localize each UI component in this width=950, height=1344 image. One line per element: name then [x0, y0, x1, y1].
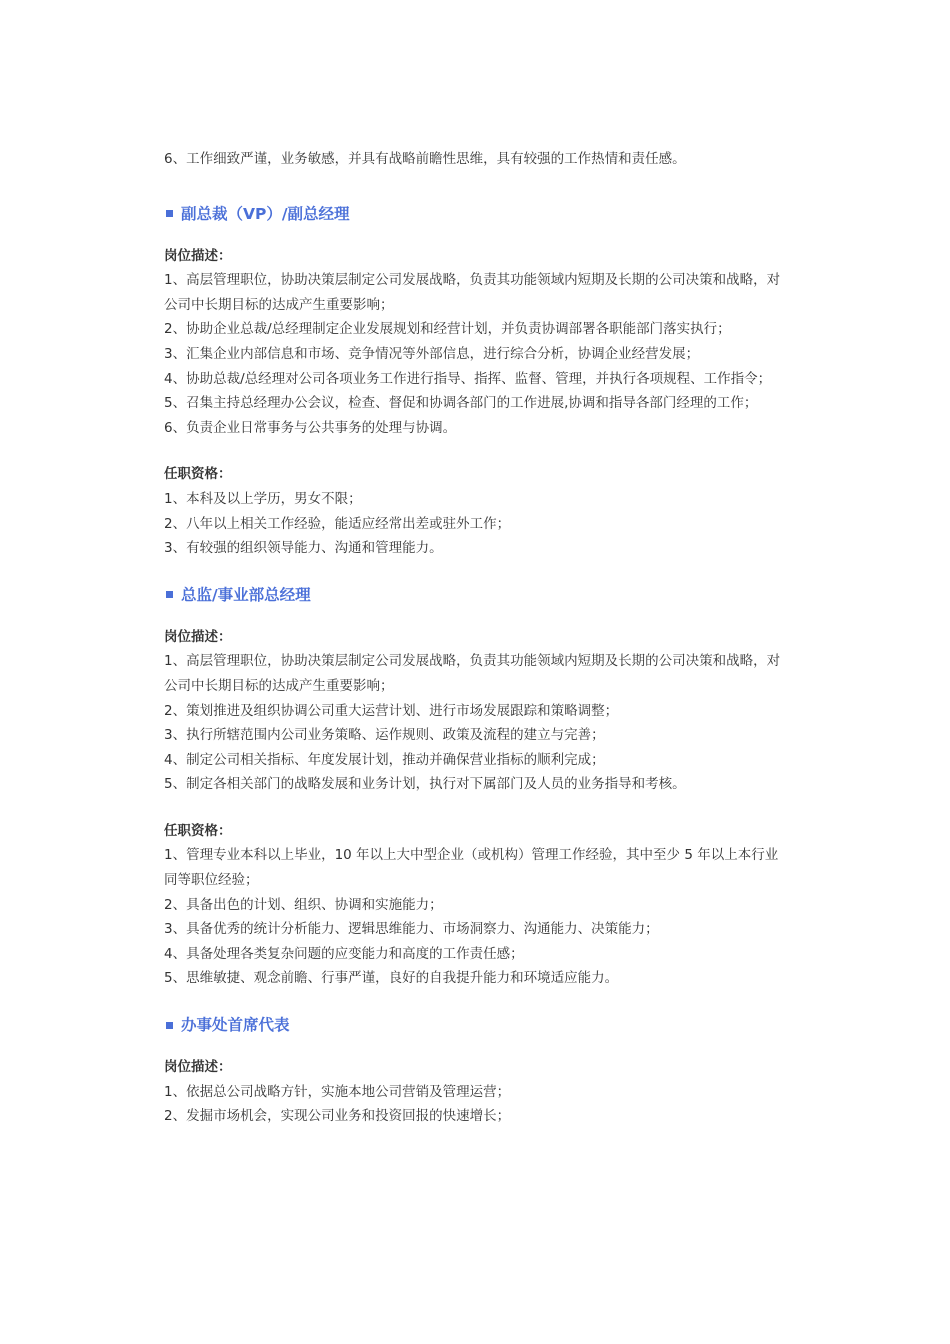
desc-item: 2、策划推进及组织协调公司重大运营计划、进行市场发展跟踪和策略调整； — [164, 702, 619, 719]
req-item: 1、管理专业本科以上毕业，10 年以上大中型企业（或机构）管理工作经验，其中至少 5 年以上本行业同等职位经验； — [164, 847, 779, 889]
section-title: 总监/事业部总经理 — [181, 585, 311, 604]
section-title: 办事处首席代表 — [181, 1016, 290, 1035]
req-item: 2、八年以上相关工作经验，能适应经常出差或驻外工作； — [164, 515, 511, 532]
desc-label: 岗位描述： — [164, 247, 232, 264]
desc-item: 3、执行所辖范围内公司业务策略、运作规则、政策及流程的建立与完善； — [164, 727, 605, 744]
document-content — [164, 147, 790, 1129]
desc-label: 岗位描述： — [164, 628, 232, 645]
req-label: 任职资格： — [164, 822, 232, 839]
section-director — [164, 583, 790, 991]
section-heading — [164, 202, 790, 226]
req-item: 4、具备处理各类复杂问题的应变能力和高度的工作责任感； — [164, 945, 524, 962]
desc-item: 1、高层管理职位，协助决策层制定公司发展战略，负责其功能领域内短期及长期的公司决策和战略，对公司中长期目标的达成产生重要影响； — [164, 653, 781, 694]
desc-label: 岗位描述： — [164, 1059, 232, 1076]
req-item: 2、具备出色的计划、组织、协调和实施能力； — [164, 896, 443, 913]
desc-item: 4、协助总裁/总经理对公司各项业务工作进行指导、指挥、监督、管理，并执行各项规程、工作指令； — [164, 370, 772, 387]
section-title: 副总裁（VP）/副总经理 — [181, 204, 350, 223]
section-vp — [164, 202, 790, 561]
desc-item: 4、制定公司相关指标、年度发展计划，推动并确保营业指标的顺利完成； — [164, 751, 605, 768]
req-item: 3、具备优秀的统计分析能力、逻辑思维能力、市场洞察力、沟通能力、决策能力； — [164, 921, 659, 938]
square-bullet-icon — [166, 210, 173, 217]
square-bullet-icon — [166, 591, 173, 598]
desc-item: 5、制定各相关部门的战略发展和业务计划，执行对下属部门及人员的业务指导和考核。 — [164, 776, 686, 793]
desc-item: 1、高层管理职位，协助决策层制定公司发展战略，负责其功能领域内短期及长期的公司决策和战略，对公司中长期目标的达成产生重要影响； — [164, 272, 781, 313]
desc-item: 2、协助企业总裁/总经理制定企业发展规划和经营计划，并负责协调部署各职能部门落实执行； — [164, 321, 731, 338]
desc-item: 2、发掘市场机会，实现公司业务和投资回报的快速增长； — [164, 1108, 511, 1125]
intro-line: 6、工作细致严谨，业务敏感，并具有战略前瞻性思维，具有较强的工作热情和责任感。 — [164, 151, 686, 167]
req-item: 5、思维敏捷、观念前瞻、行事严谨，良好的自我提升能力和环境适应能力。 — [164, 970, 619, 987]
section-heading — [164, 583, 790, 607]
req-item: 1、本科及以上学历，男女不限； — [164, 490, 362, 507]
req-label: 任职资格： — [164, 466, 232, 483]
desc-item: 5、召集主持总经理办公会议，检查、督促和协调各部门的工作进展,协调和指导各部门经理的工作； — [164, 395, 758, 412]
section-chief-rep — [164, 1013, 790, 1129]
desc-item: 6、负责企业日常事务与公共事务的处理与协调。 — [164, 419, 457, 436]
section-heading — [164, 1013, 790, 1037]
req-item: 3、有较强的组织领导能力、沟通和管理能力。 — [164, 540, 443, 557]
desc-item: 1、依据总公司战略方针，实施本地公司营销及管理运营； — [164, 1083, 511, 1100]
desc-item: 3、汇集企业内部信息和市场、竞争情况等外部信息，进行综合分析，协调企业经营发展； — [164, 345, 700, 362]
square-bullet-icon — [166, 1022, 173, 1029]
